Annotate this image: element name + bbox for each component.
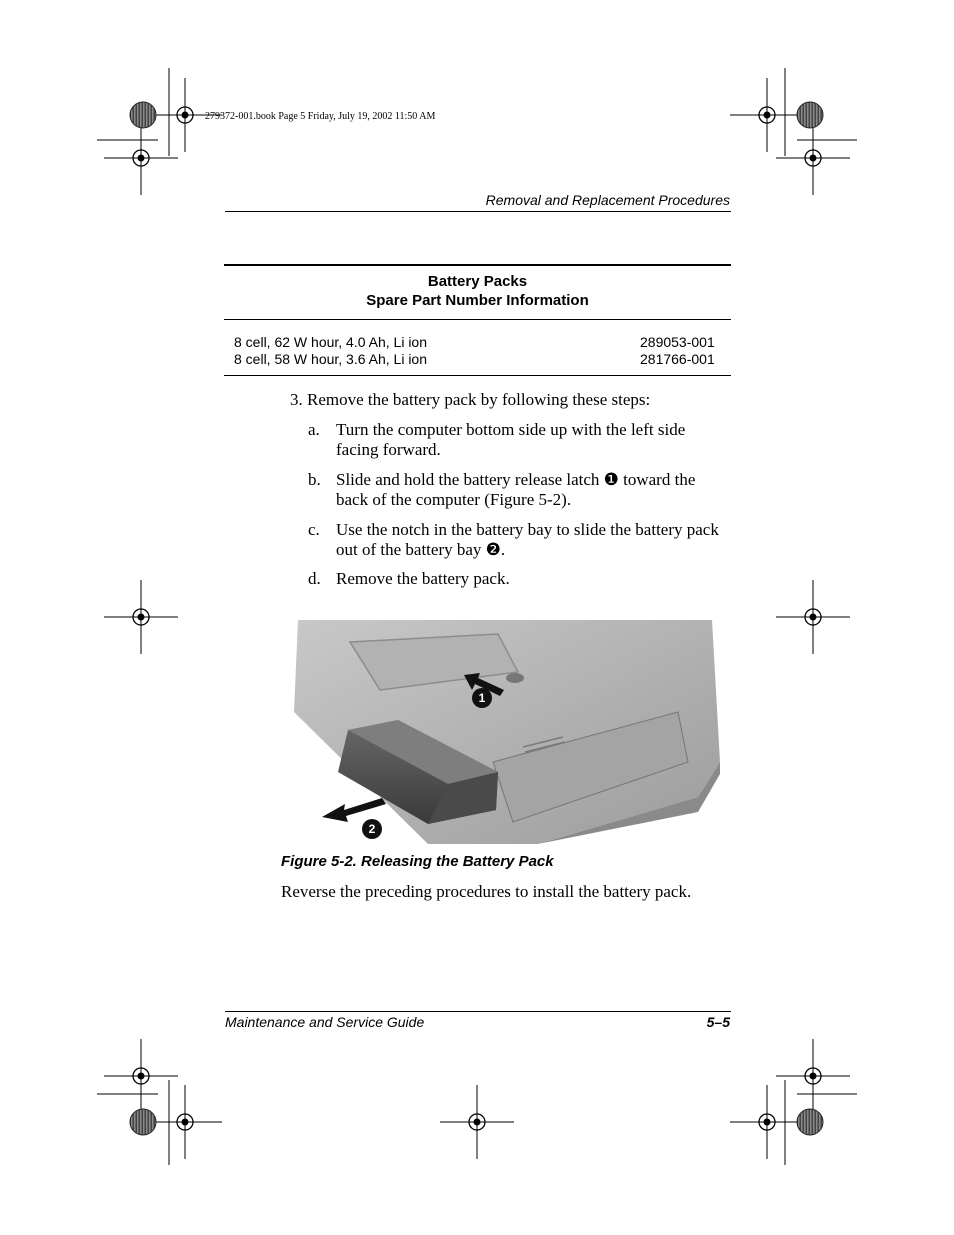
table-title: Battery Packs — [427, 273, 528, 290]
substep-b-letter: b. — [308, 470, 321, 489]
substep-a-text: Turn the computer bottom side up with the left side facing forward. — [336, 420, 686, 459]
step-3: 3. Remove the battery pack by following these steps: — [290, 390, 651, 409]
pull-arrow — [322, 798, 386, 822]
substep-a-letter: a. — [308, 420, 320, 439]
table-row-1-part-number: 289053-001 — [640, 334, 715, 350]
substep-b-text: Slide and hold the battery release latch ❶ toward the back of the computer (Figure 5-2). — [336, 470, 696, 509]
callout-1: 1 — [472, 688, 492, 708]
battery-release-figure — [288, 612, 720, 844]
substep-d-letter: d. — [308, 569, 321, 588]
closing-text: Reverse the preceding procedures to install the battery pack. — [281, 882, 692, 901]
table-bottom-rule — [224, 375, 731, 376]
table-row-1-description: 8 cell, 62 W hour, 4.0 Ah, Li ion — [234, 334, 428, 350]
table-top-rule — [224, 264, 731, 266]
callout-2: 2 — [362, 819, 382, 839]
header-rule — [225, 211, 731, 212]
table-subtitle: Spare Part Number Information — [366, 292, 589, 309]
substep-c-text: Use the notch in the battery bay to slide the battery pack out of the battery bay ❷. — [336, 520, 719, 559]
table-row-2-part-number: 281766-001 — [640, 351, 715, 367]
figure-caption: Figure 5-2. Releasing the Battery Pack — [281, 853, 554, 870]
table-header-rule — [224, 319, 731, 320]
release-latch — [506, 673, 524, 683]
footer-rule — [225, 1011, 731, 1012]
substep-d-text: Remove the battery pack. — [336, 569, 510, 588]
table-row-2-description: 8 cell, 58 W hour, 3.6 Ah, Li ion — [234, 351, 428, 367]
footer-title: Maintenance and Service Guide — [225, 1014, 425, 1030]
running-header: Removal and Replacement Procedures — [485, 192, 730, 208]
page-number: 5–5 — [706, 1014, 730, 1030]
substep-c-letter: c. — [308, 520, 320, 539]
slug-line: 279372-001.book Page 5 Friday, July 19, 2002 11:50 AM — [205, 111, 436, 122]
